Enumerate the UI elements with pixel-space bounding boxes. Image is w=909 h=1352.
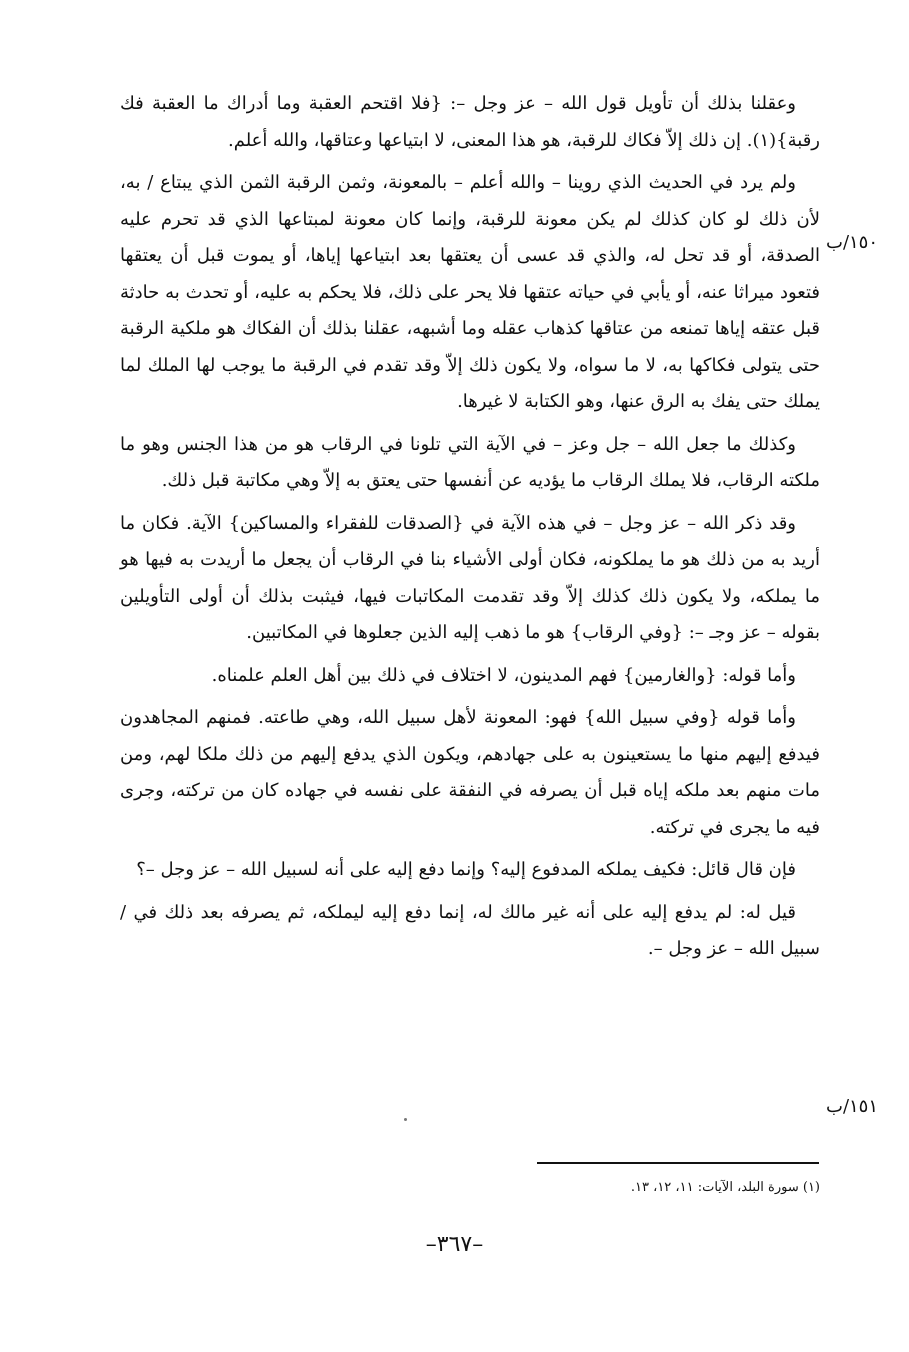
folio-note-151b: ١٥١/ب [826, 1096, 879, 1117]
paragraph-6: وأما قوله {وفي سبيل الله} فهو: المعونة لأهل سبيل الله، وهي طاعته. فمنهم المجاهدون فيدفع إليهم منها ما يستعينون به على جهادهم، ويكون الذي يدفع إليهم من ذلك ملكا لهم، ومن مات منهم بعد ملكه إياه قبل أن يصرفه في النفقة على نفسه في جهاده كان من تركته، وجرى فيه ما يجرى في تركته. [120, 707, 820, 838]
paragraph-8: قيل له: لم يدفع إليه على أنه غير مالك له، إنما دفع إليه ليملكه، ثم يصرفه بعد ذلك في / سبيل الله – عز وجل –. [120, 901, 820, 959]
paragraph-2: ولم يرد في الحديث الذي روينا – والله أعلم – بالمعونة، وثمن الرقبة الثمن الذي يبتاع / به، لأن ذلك لو كان كذلك لم يكن معونة للرقبة، وإنما كان معونة لمبتاعها الذي قد تحرم عليه الصدقة، أو قد تحل له، والذي قد عسى أن يعتقها بعد ابتياعها إياها، أو يموت قبل أن يعتقها فتعود ميراثا عنه، أو يأبي في حياته عتقها فلا يحر على ذلك، فلا يحكم به عليه، أو تحدث به حادثة قبل عتقه إياها تمنعه من عتاقها كذهاب عقله وما أشبهه، عقلنا بذلك أن الفكاك هو ملكية الرقبة حتى يتولى فكاكها به، لا ما سواه، ولا يكون ذلك إلاّ وقد تقدم في الرقبة ما يوجب لها الملك لما يملك حتى يفك به الرق عنها، وهو الكتابة لا غيرها. [120, 172, 820, 412]
footnote-divider [537, 1162, 819, 1164]
folio-note-150b: ١٥٠/ب [826, 232, 879, 253]
footnote: (١) سورة البلد، الآيات: ١١، ١٢، ١٣. [630, 1180, 820, 1195]
paragraph-3: وكذلك ما جعل الله – جل وعز – في الآية التي تلونا في الرقاب هو من هذا الجنس وهو ما ملكته الرقاب، فلا يملك الرقاب ما يؤديه عن أنفسها حتى يعتق به إلاّ وهي مكاتبة قبل ذلك. [120, 433, 820, 491]
paragraph-1: وعقلنا بذلك أن تأويل قول الله – عز وجل –: {فلا اقتحم العقبة وما أدراك ما العقبة فك رقبة}(١). إن ذلك إلاّ فكاك للرقبة، هو هذا المعنى، لا ابتياعها وعتاقها، والله أعلم. [120, 93, 820, 151]
paragraph-5: وأما قوله: {والغارمين} فهم المدينون، لا اختلاف في ذلك بين أهل العلم علمناه. [211, 664, 796, 686]
page-number: –٣٦٧– [425, 1232, 484, 1257]
stray-mark [404, 1118, 407, 1121]
paragraph-4: وقد ذكر الله – عز وجل – في هذه الآية في {الصدقات للفقراء والمساكين} الآية. فكان ما أريد به من ذلك هو ما يملكونه، فكان أولى الأشياء بنا في الرقاب أن يجعل ما أريدت به فيها هو ما يملكه، ولا يكون ذلك كذلك إلاّ وقد تقدمت المكاتبات فيها، فيثبت بذلك أن أولى التأويلين بقوله – عز وجـ –: {وفي الرقاب} هو ما ذهب إليه الذين جعلوها في المكاتبين. [120, 512, 820, 643]
main-text [120, 86, 820, 974]
paragraph-7: فإن قال قائل: فكيف يملكه المدفوع إليه؟ وإنما دفع إليه على أنه لسبيل الله – عز وجل –؟ [136, 859, 796, 880]
